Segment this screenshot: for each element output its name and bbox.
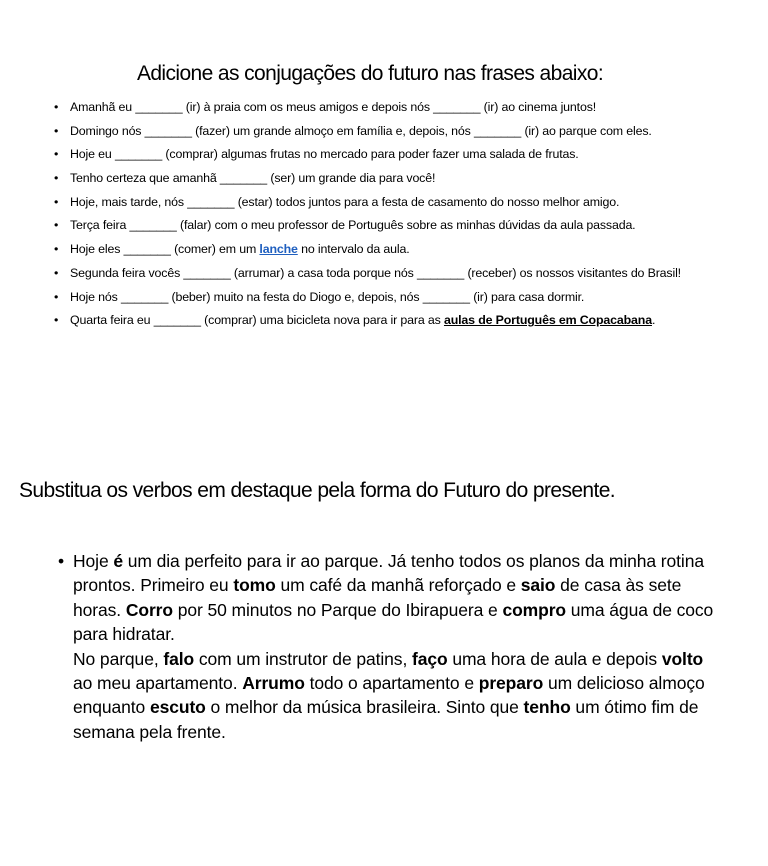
highlighted-verb: tenho	[523, 697, 571, 718]
highlighted-verb: tomo	[233, 575, 276, 596]
lanche-link[interactable]: lanche	[259, 242, 298, 257]
text-segment: um café da manhã reforçado e	[275, 575, 521, 596]
text-segment: o melhor da música brasileira. Sinto que	[205, 697, 524, 718]
exercise-1-item	[52, 242, 742, 257]
exercise-1-item	[52, 124, 742, 139]
highlighted-verb: Corro	[125, 599, 173, 620]
text-segment: ao meu apartamento.	[73, 673, 243, 694]
item-text: Quarta feira eu _______ (comprar) uma bicicleta nova para ir para as	[70, 313, 444, 328]
item-text: Hoje eu _______ (comprar) algumas frutas no mercado para poder fazer uma salada de frutas.	[70, 147, 579, 162]
text-segment: um dia perfeito para ir ao parque. Já tenho todos os planos da minha rotina prontos. Primeiro eu	[73, 551, 704, 596]
item-text: .	[651, 313, 656, 328]
bullet-glyph: •	[58, 551, 65, 571]
item-text: Segunda feira vocês _______ (arrumar) a casa toda porque nós _______ (receber) os nossos visitantes do Brasil!	[70, 265, 681, 280]
text-segment: de casa às sete horas.	[73, 575, 682, 620]
item-text: no intervalo da aula.	[297, 242, 410, 257]
text-segment: por 50 minutos no Parque do Ibirapuera e	[172, 599, 503, 620]
text-segment: uma água de coco para hidratar.	[73, 599, 714, 645]
text-segment: todo o apartamento e	[304, 673, 479, 694]
item-text: Hoje eles _______ (comer) em um	[70, 242, 260, 257]
text-segment: um delicioso almoço enquanto	[73, 673, 705, 718]
item-text: Terça feira _______ (falar) com o meu professor de Português sobre as minhas dúvidas da aula passada.	[70, 218, 636, 233]
item-text: Tenho certeza que amanhã _______ (ser) um grande dia para você!	[70, 171, 436, 186]
text-segment: um ótimo fim de semana pela frente.	[73, 697, 699, 742]
exercise-1-item	[52, 171, 742, 186]
exercise-1-item	[52, 266, 742, 281]
highlighted-verb: é	[113, 551, 123, 571]
exercise-1-item	[52, 195, 742, 210]
exercise-2-text	[73, 549, 718, 744]
exercise-1-list	[52, 100, 742, 337]
exercise-1-item	[52, 218, 742, 233]
exercise-1-item	[52, 313, 742, 328]
item-text: Domingo nós _______ (fazer) um grande almoço em família e, depois, nós _______ (ir) ao parque com eles.	[70, 123, 652, 138]
highlighted-verb: preparo	[478, 673, 544, 694]
highlighted-verb: faço	[411, 648, 448, 669]
exercise-1-item	[52, 290, 742, 305]
copacabana-classes-link[interactable]: aulas de Português em Copacabana	[443, 313, 652, 328]
highlighted-verb: volto	[661, 648, 704, 669]
highlighted-verb: escuto	[149, 697, 206, 718]
item-text: Hoje nós _______ (beber) muito na festa do Diogo e, depois, nós _______ (ir) para casa dormir.	[70, 289, 585, 304]
exercise-1-item	[52, 147, 742, 162]
highlighted-verb: Arrumo	[242, 673, 305, 694]
highlighted-verb: falo	[163, 648, 195, 669]
exercise-1-title: Adicione as conjugações do futuro nas frases abaixo:	[136, 62, 604, 85]
text-segment: com um instrutor de patins,	[194, 648, 412, 669]
highlighted-verb: compro	[502, 599, 567, 620]
exercise-2-paragraph	[58, 549, 718, 744]
highlighted-verb: saio	[520, 575, 556, 596]
text-segment: No parque,	[73, 648, 164, 669]
item-text: Amanhã eu _______ (ir) à praia com os meus amigos e depois nós _______ (ir) ao cinema juntos!	[70, 100, 597, 114]
item-text: Hoje, mais tarde, nós _______ (estar) todos juntos para a festa de casamento do nosso melhor amigo.	[70, 194, 620, 209]
text-segment: Hoje	[73, 551, 114, 571]
text-segment: uma hora de aula e depois	[447, 648, 662, 669]
exercise-2-title: Substitua os verbos em destaque pela forma do Futuro do presente.	[19, 479, 616, 502]
exercise-1-item	[52, 100, 742, 115]
